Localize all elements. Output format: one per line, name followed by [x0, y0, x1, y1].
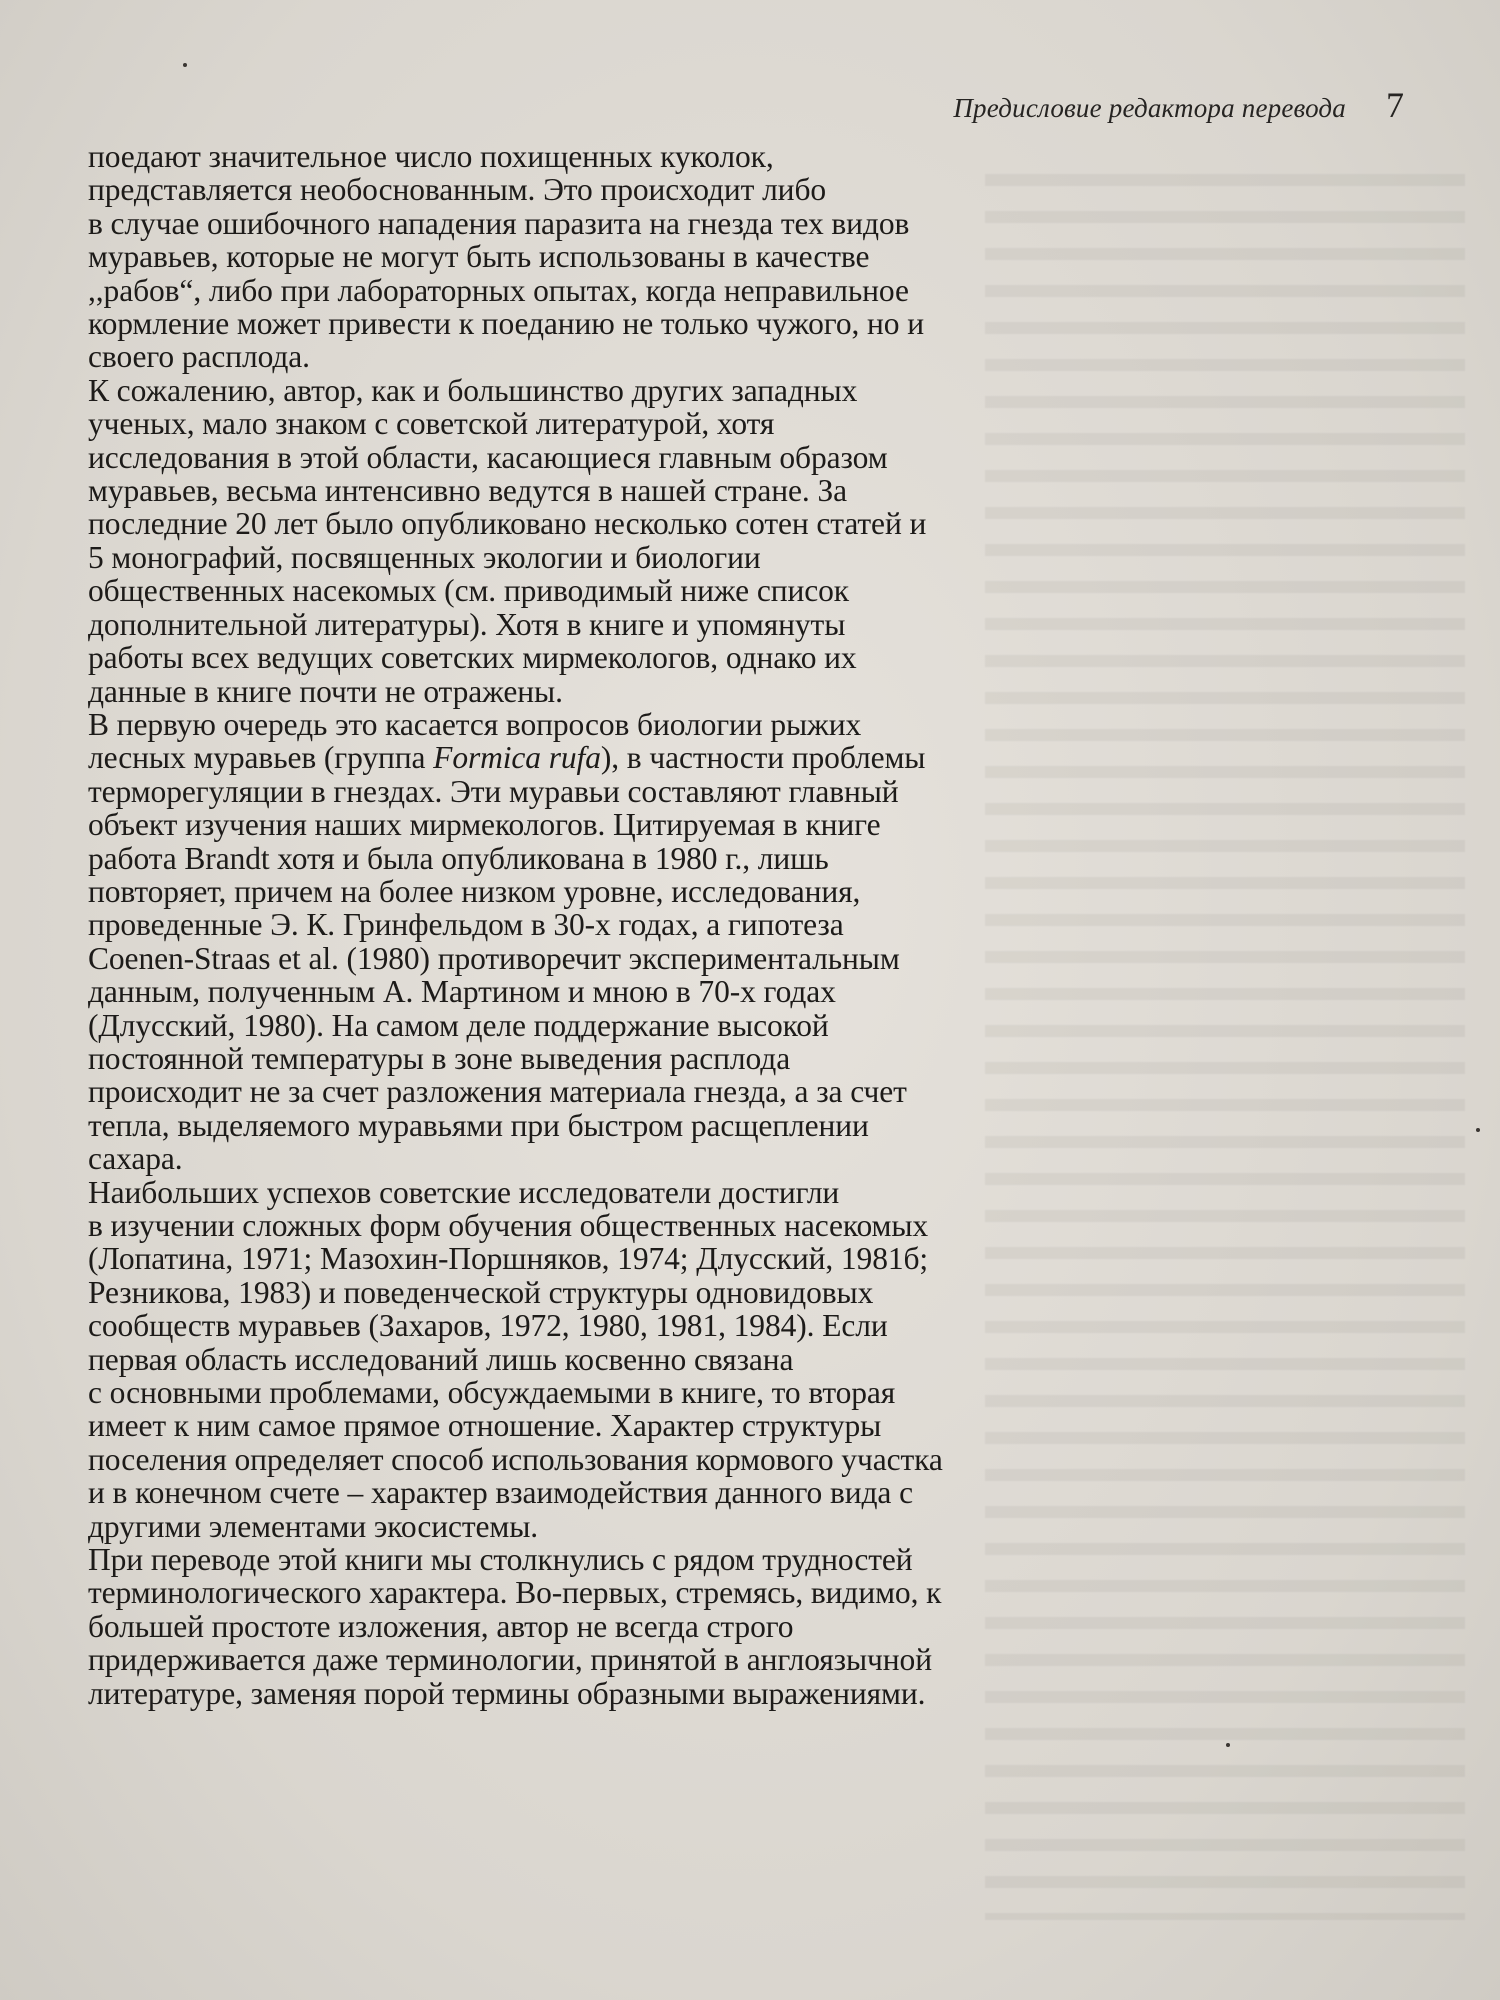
text-line: придерживается даже терминологии, принятой в англоязычной: [88, 1642, 932, 1678]
running-title: Предисловие редактора перевода: [953, 93, 1346, 123]
text-line: в изучении сложных форм обучения общественных насекомых: [88, 1208, 929, 1243]
text-line: работы всех ведущих советских мирмекологов, однако их: [88, 640, 857, 676]
text-line: В первую очередь это касается вопросов биологии рыжих: [88, 706, 862, 742]
text-line: поедают значительное число похищенных куколок,: [88, 139, 774, 174]
text-line: повторяет, причем на более низком уровне, исследования,: [88, 873, 861, 909]
text-line: Резникова, 1983) и поведенческой структуры одновидовых: [88, 1274, 874, 1310]
text-line: сахара.: [88, 1141, 183, 1177]
text-line: Coenen-Straas et al. (1980) противоречит экспериментальным: [88, 940, 900, 976]
page-number: 7: [1386, 85, 1404, 125]
text-line: представляется необоснованным. Это происходит либо: [88, 172, 827, 208]
text-line: терморегуляции в гнездах. Эти муравьи составляют главный: [88, 773, 899, 809]
text-line: При переводе этой книги мы столкнулись с рядом трудностей: [88, 1542, 913, 1578]
text-line: данные в книге почти не отражены.: [88, 673, 563, 709]
text-line: данным, полученным А. Мартином и мною в 70-х годах: [88, 974, 836, 1010]
text-line: другими элементами экосистемы.: [88, 1508, 539, 1544]
text-line: сообществ муравьев (Захаров, 1972, 1980, 1981, 1984). Если: [88, 1308, 888, 1344]
paragraph: [88, 140, 1048, 374]
paper-speck: [1226, 1743, 1230, 1747]
body-text: [88, 140, 1048, 1710]
paragraph: [88, 374, 1048, 708]
text-line: проведенные Э. К. Гринфельдом в 30-х годах, а гипотеза: [88, 907, 844, 943]
text-line: тепла, выделяемого муравьями при быстром расщеплении: [88, 1107, 869, 1143]
text-line: муравьев, которые не могут быть использованы в качестве: [88, 239, 870, 275]
text-line: К сожалению, автор, как и большинство других западных: [88, 372, 858, 408]
text-line: кормление может привести к поеданию не только чужого, но и: [88, 306, 924, 342]
text-line: происходит не за счет разложения материала гнезда, а за счет: [88, 1074, 907, 1110]
text-line: первая область исследований лишь косвенно связана: [88, 1341, 794, 1377]
text-line: поселения определяет способ использования кормового участка: [88, 1441, 943, 1477]
text-line: своего расплода.: [88, 339, 310, 375]
text-line: в случае ошибочного нападения паразита на гнезда тех видов: [88, 205, 910, 241]
text-line: терминологического характера. Во-первых, стремясь, видимо, к: [88, 1575, 942, 1611]
text-line: большей простоте изложения, автор не всегда строго: [88, 1608, 794, 1644]
species-name: Formica rufa: [433, 740, 601, 776]
text-line: (Длусский, 1980). На самом деле поддержание высокой: [88, 1007, 829, 1043]
text-line: (Лопатина, 1971; Мазохин-Поршняков, 1974; Длусский, 1981б;: [88, 1241, 929, 1277]
text-line: литературе, заменяя порой термины образными выражениями.: [88, 1675, 926, 1711]
bleed-through-text: [985, 160, 1465, 1920]
text-line: муравьев, весьма интенсивно ведутся в нашей стране. За: [88, 473, 848, 509]
text-line: общественных насекомых (см. приводимый ниже список: [88, 573, 849, 609]
text-line: дополнительной литературы). Хотя в книге и упомянуты: [88, 606, 846, 642]
text-line: последние 20 лет было опубликовано несколько сотен статей и: [88, 506, 927, 542]
paper-speck: [183, 63, 187, 67]
paragraph: [88, 1176, 1048, 1543]
paper-speck: [1476, 1128, 1480, 1132]
text-line: ,,рабов“, либо при лабораторных опытах, когда неправильное: [88, 272, 909, 308]
text-line: с основными проблемами, обсуждаемыми в книге, то вторая: [88, 1375, 896, 1411]
text-line: работа Brandt хотя и была опубликована в 1980 г., лишь: [88, 840, 829, 876]
text-line: исследования в этой области, касающиеся главным образом: [88, 439, 888, 475]
text-line: имеет к ним самое прямое отношение. Характер структуры: [88, 1408, 882, 1444]
paragraph: [88, 708, 1048, 1176]
paragraph: [88, 1543, 1048, 1710]
text-line: 5 монографий, посвященных экологии и биологии: [88, 539, 761, 575]
text-line: лесных муравьев (группа Formica rufa), в частности проблемы: [88, 740, 926, 776]
text-line: объект изучения наших мирмекологов. Цитируемая в книге: [88, 807, 881, 843]
text-line: ученых, мало знаком с советской литературой, хотя: [88, 406, 775, 442]
text-line: Наибольших успехов советские исследователи достигли: [88, 1174, 840, 1210]
page-header: [953, 84, 1404, 126]
text-line: постоянной температуры в зоне выведения расплода: [88, 1040, 791, 1076]
text-line: и в конечном счете – характер взаимодействия данного вида с: [88, 1475, 913, 1511]
